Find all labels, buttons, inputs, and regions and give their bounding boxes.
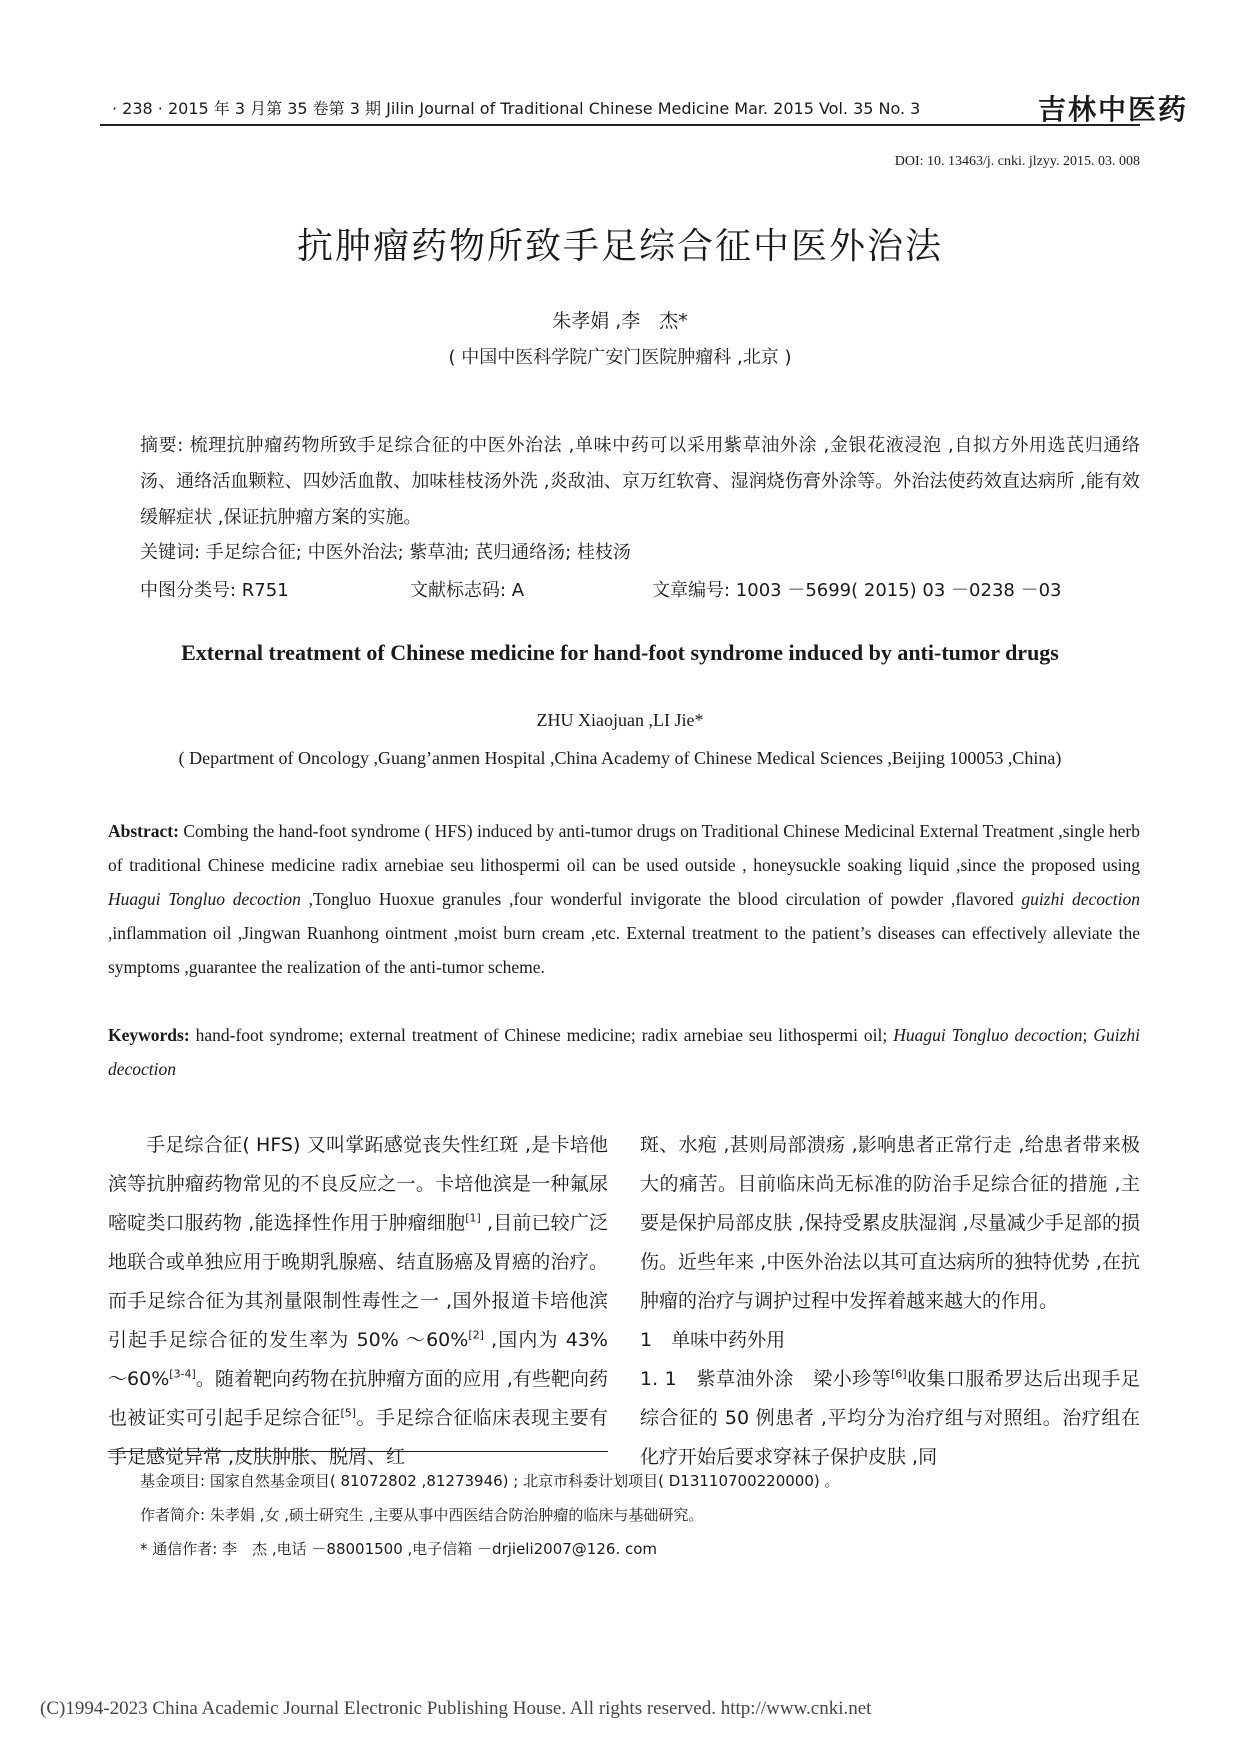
english-abstract [108, 814, 1140, 984]
corresponding-author-note: * 通信作者: 李 杰 ,电话 －88001500 ,电子信箱 －drjieli2007@126. com [140, 1540, 658, 1558]
doi[interactable]: DOI: 10. 13463/j. cnki. jlzyy. 2015. 03. 008 [894, 154, 1140, 169]
abstract-text: ,inflammation oil ,Jingwan Ruanhong ointment ,moist burn cream ,etc. External treatment to the patient’s diseases can effectively alleviate the symptoms ,guarantee the realization of the anti-tumor scheme. [108, 923, 1140, 977]
citation-link[interactable]: [1] [465, 1211, 481, 1225]
body-column-right [640, 1126, 1140, 1477]
article-number: 文章编号: 1003 －5699( 2015) 03 －0238 －03 [652, 580, 1062, 601]
subsection-heading: 1. 1 紫草油外涂 梁小珍等 [640, 1368, 892, 1390]
clc-number: 中图分类号: R751 [140, 580, 289, 601]
body-paragraph: 斑、水疱 ,甚则局部溃疡 ,影响患者正常行走 ,给患者带来极大的痛苦。目前临床尚无标准的防治手足综合征的措施 ,主要是保护局部皮肤 ,保持受累皮肤湿润 ,尽量减少手足部的损伤。近些年来 ,中医外治法以其可直达病所的独特优势 ,在抗肿瘤的治疗与调护过程中发挥着越来越大的作用。 [640, 1134, 1140, 1312]
english-title: External treatment of Chinese medicine for hand-foot syndrome induced by anti-tumor drugs [181, 640, 1059, 665]
keywords-term: Guizhi decoction [108, 1025, 1140, 1079]
funding-note: 基金项目: 国家自然基金项目( 81072802 ,81273946) ; 北京市科委计划项目( D131107002200​00) 。 [140, 1472, 840, 1490]
english-keywords [108, 1018, 1140, 1086]
english-authors: ZHU Xiaojuan ,LI Jie* [536, 710, 704, 730]
abstract-text: Combing the hand-foot syndrome ( HFS) induced by anti-tumor drugs on Traditional Chinese Medicinal External Treatment ,single herb of traditional Chinese medicine radix arnebiae seu lithospermi oil can be used outside , honeysuckle soaking liquid ,since the proposed using [108, 821, 1140, 875]
affiliation: ( 中国中医科学院广安门医院肿瘤科 ,北京 ) [448, 347, 792, 368]
footnotes [140, 1464, 1140, 1566]
body-text: ,目前已较广泛地联合或单独应用于晚期乳腺癌、结直肠癌及胃癌的治疗。而手足综合征为其剂量限制性毒性之一 ,国外报道卡培他滨引起手足综合征的发生率为 50% ～60% [108, 1212, 608, 1351]
journal-logo: 吉林中医药 [1038, 93, 1189, 126]
citation-link[interactable]: [3-4] [169, 1367, 196, 1381]
keywords-text: ; [1082, 1025, 1094, 1045]
author-bio-note: 作者简介: 朱孝娟 ,女 ,硕士研究生 ,主要从事中西医结合防治肿瘤的临床与基础研究。 [140, 1506, 704, 1524]
footnote-rule [108, 1451, 608, 1452]
abstract-term: guizhi decoction [1021, 889, 1141, 909]
body-text: 。随着靶向药物在抗肿瘤方面的应用 ,有些靶向药也被证实可引起手足综合征 [108, 1368, 608, 1429]
copyright-notice: (C)1994-2023 China Academic Journal Electronic Publishing House. All rights reserved. http://www.cnki.net [40, 1698, 872, 1719]
keywords-text: hand-foot syndrome; external treatment of Chinese medicine; radix arnebiae seu lithospermi oil; [189, 1025, 894, 1045]
english-affiliation: ( Department of Oncology ,Guang’anmen Hospital ,China Academy of Chinese Medical Sciences ,Beijing 100053 ,China) [178, 748, 1062, 768]
body-paragraph [640, 1360, 1140, 1477]
body-paragraph [108, 1126, 608, 1477]
running-header: · 238 · 2015 年 3 月第 35 卷第 3 期 Jilin Journal of Traditional Chinese Medicine Mar. 2015 Vol. 35 No. 3 [112, 99, 921, 118]
citation-link[interactable]: [2] [468, 1328, 484, 1342]
abstract-text: ,Tongluo Huoxue granules ,four wonderful invigorate the blood circulation of powder ,flavored [300, 889, 1022, 909]
authors: 朱孝娟 ,李 杰* [552, 310, 688, 332]
cn-abstract: 摘要: 梳理抗肿瘤药物所致手足综合征的中医外治法 ,单味中药可以采用紫草油外涂 ,金银花液浸泡 ,自拟方外用选芪归通络汤、通络活血颗粒、四妙活血散、加味桂枝汤外洗 ,炎敌油、京万红软膏、湿润烧伤膏外涂等。外治法使药效直达病所 ,能有效缓解症状 ,保证抗肿瘤方案的实施。 [140, 435, 1140, 528]
section-heading: 1 单味中药外用 [640, 1329, 786, 1351]
body-text: 。手足综合征临床表现主要有手足感觉异常 ,皮肤肿胀、脱屑、红 [108, 1407, 608, 1468]
document-code: 文献标志码: A [410, 580, 525, 601]
keywords-label: Keywords: [108, 1025, 190, 1045]
body-column-left [108, 1126, 608, 1477]
cn-keywords: 关键词: 手足综合征; 中医外治法; 紫草油; 芪归通络汤; 桂枝汤 [140, 542, 631, 563]
abstract-label: Abstract: [108, 821, 179, 841]
citation-link[interactable]: [6] [891, 1367, 907, 1381]
body-text: ,国内为 43% ～60% [108, 1329, 608, 1390]
body-text: 收集口服希罗达后出现手足综合征的 50 例患者 ,平均分为治疗组与对照组。治疗组在化疗开始后要求穿袜子保护皮肤 ,同 [640, 1368, 1140, 1468]
keywords-term: Huagui Tongluo decoction [893, 1025, 1083, 1045]
article-title: 抗肿瘤药物所致手足综合征中医外治法 [296, 226, 943, 267]
body-text: 手足综合征( HFS) 又叫掌跖感觉丧失性红斑 ,是卡培他滨等抗肿瘤药物常见的不良反应之一。卡培他滨是一种氟尿嘧啶类口服药物 ,能选择性作用于肿瘤细胞 [108, 1134, 608, 1234]
citation-link[interactable]: [5] [340, 1406, 357, 1420]
abstract-term: Huagui Tongluo decoction [108, 889, 301, 909]
